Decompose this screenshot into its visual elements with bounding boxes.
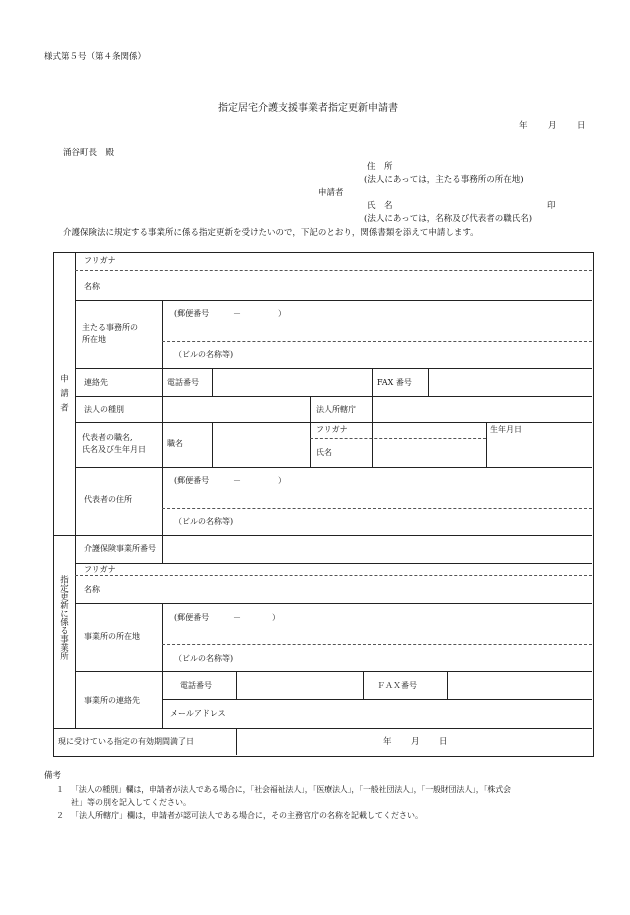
office-location-label: 事業所の所在地: [84, 632, 140, 641]
job-title-label: 職名: [167, 439, 183, 448]
date-month: 月: [548, 121, 557, 131]
rep-label-1: 代表者の職名,: [82, 433, 133, 442]
name-note: (法人にあっては，名称及び代表者の職氏名): [364, 214, 533, 224]
main-office-label-2: 所在地: [82, 335, 106, 344]
office-postal-label: (郵便番号: [174, 613, 210, 622]
fax-label: FAX 番号: [377, 378, 412, 387]
page-title: 指定居宅介護支援事業者指定更新申請書: [218, 103, 398, 114]
office-postal-close: ）: [272, 613, 280, 622]
note-2-text: 「法人所轄庁」欄は，申請者が認可法人である場合に，その主務官庁の名称を記載してください。: [71, 811, 423, 820]
rep-label-2: 氏名及び生年月日: [82, 445, 146, 454]
address-label: 住 所: [367, 162, 393, 172]
office-building-label: （ビルの名称等): [174, 654, 234, 663]
name-label: 氏 名: [367, 201, 393, 211]
expiry-year: 年: [383, 737, 392, 747]
office-side-label: 指定更新に係る事業所: [58, 575, 69, 660]
note-1-line-2: 社」等の別を記入してください。: [71, 798, 191, 807]
expiry-day: 日: [439, 737, 448, 747]
rep-postal-close: ）: [278, 476, 286, 485]
note-1-line-1: 「法人の種別」欄は，申請者が法人である場合に，「社会福祉法人」，「医療法人」，「一般社団法人」，「一般財団法人」，「株式会: [71, 785, 511, 794]
corp-type-label: 法人の種別: [84, 405, 124, 414]
rep-building-label: （ビルの名称等): [174, 517, 234, 526]
postal-label: (郵便番号: [174, 309, 210, 318]
postal-close: ）: [278, 309, 286, 318]
birth-date-label: 生年月日: [490, 425, 522, 434]
office-email-label: メールアドレス: [170, 709, 226, 718]
seal-label: 印: [547, 201, 556, 211]
expiry-month: 月: [411, 737, 420, 747]
office-name-label: 名称: [84, 585, 100, 594]
office-phone-label: 電話番号: [180, 681, 212, 690]
address-note: (法人にあっては，主たる事務所の所在地): [364, 175, 524, 185]
applicant-side-label: 申請者: [58, 374, 69, 418]
phone-label: 電話番号: [167, 378, 199, 387]
rep-postal-label: (郵便番号: [174, 476, 210, 485]
postal-dash: －: [233, 309, 241, 318]
office-fax-label: ＦＡＸ番号: [377, 681, 417, 690]
rep-postal-dash: －: [233, 476, 241, 485]
notes-title: 備考: [44, 771, 62, 781]
intro-text: 介護保険法に規定する事業所に係る指定更新を受けたいので，下記のとおり，関係書類を添えて申請します。: [63, 228, 479, 238]
date-day: 日: [577, 121, 586, 131]
furigana-label: フリガナ: [84, 256, 116, 265]
office-contact-label: 事業所の連絡先: [84, 696, 140, 705]
corp-authority-label: 法人所轄庁: [316, 405, 356, 414]
name-row-label: 名称: [84, 282, 100, 291]
form-number: 様式第５号（第４条関係）: [44, 52, 147, 62]
expiry-label: 現に受けている指定の有効期間満了日: [58, 737, 194, 746]
rep-furigana-label: フリガナ: [316, 425, 348, 434]
addressee: 涌谷町長 殿: [63, 148, 115, 158]
rep-address-label: 代表者の住所: [84, 495, 132, 504]
note-2-number: ２: [56, 811, 64, 820]
contact-label: 連絡先: [84, 378, 108, 387]
main-office-label-1: 主たる事務所の: [82, 323, 138, 332]
note-1-number: １: [56, 785, 64, 794]
insurance-number-label: 介護保険事業所番号: [84, 544, 156, 553]
office-postal-dash: －: [233, 613, 241, 622]
building-label: （ビルの名称等): [174, 350, 234, 359]
office-furigana-label: フリガナ: [84, 565, 116, 574]
applicant-label: 申請者: [318, 188, 344, 198]
date-year: 年: [519, 121, 528, 131]
rep-name-label: 氏名: [316, 448, 332, 457]
